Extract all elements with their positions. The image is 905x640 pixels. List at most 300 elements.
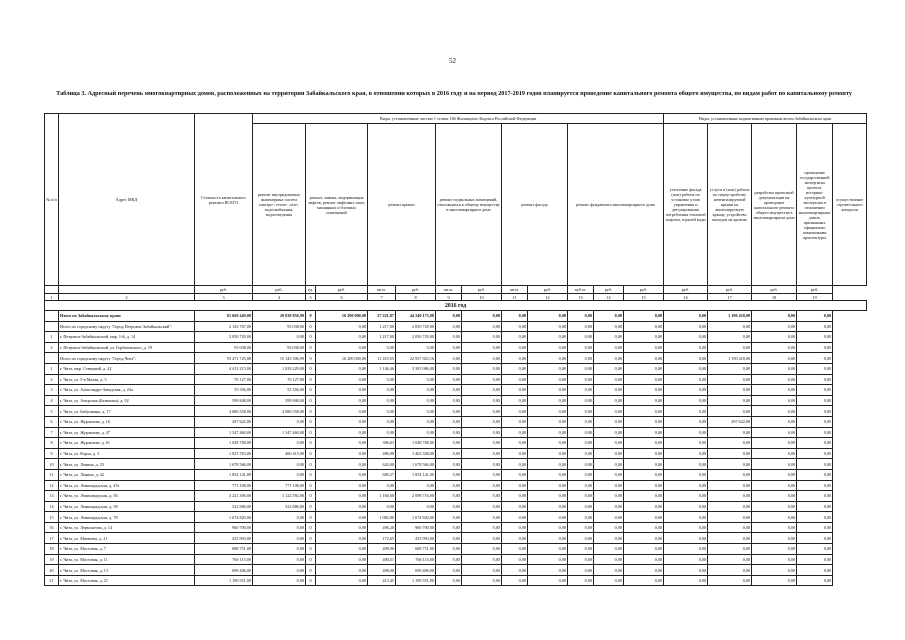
row-value: 0,00 xyxy=(502,459,528,470)
row-value: 0,00 xyxy=(624,374,664,385)
row-value: 0,00 xyxy=(752,491,797,502)
table-row xyxy=(45,363,867,374)
row-value: 0,00 xyxy=(664,522,708,533)
row-address: г. Чита, ул. Ленинградская, д. 56 xyxy=(59,491,195,502)
row-value: 0,00 xyxy=(316,363,368,374)
row-number: 12 xyxy=(45,480,59,491)
table-row xyxy=(45,512,867,523)
row-value: 0,00 xyxy=(594,363,624,374)
units-cell-empty xyxy=(45,286,59,294)
row-value: 1 190 418,00 xyxy=(708,353,752,364)
row-value: 3 383 986,00 xyxy=(396,363,436,374)
row-address: г. Чита, ул. Матвеева, д. 21 xyxy=(59,533,195,544)
row-value: 0,00 xyxy=(797,575,833,586)
unit-cell: руб. xyxy=(396,286,436,294)
row-number: 1 xyxy=(45,332,59,343)
row-value: 0,00 xyxy=(436,533,462,544)
row-value: 0,00 xyxy=(502,353,528,364)
row-value: 297 622,00 xyxy=(708,416,752,427)
row-value: 0,00 xyxy=(462,512,502,523)
row-value: 0,00 xyxy=(568,480,594,491)
row-value: 0,00 xyxy=(316,385,368,396)
header-heat: утепление фасада (или) работы по установке узлов управления и регулирования потребления тепловой энергии, горячей воды xyxy=(664,124,708,286)
row-value: 0,00 xyxy=(396,342,436,353)
row-value: 0,00 xyxy=(253,459,306,470)
row-value: 0,00 xyxy=(502,533,528,544)
row-value: 0,00 xyxy=(708,395,752,406)
row-value: 0,00 xyxy=(594,342,624,353)
row-value: 0,00 xyxy=(664,469,708,480)
row-value: 0,00 xyxy=(528,480,568,491)
row-value: 0,00 xyxy=(752,575,797,586)
row-value: 0,00 xyxy=(462,353,502,364)
row-value: 0,00 xyxy=(664,406,708,417)
row-value: 0,00 xyxy=(462,438,502,449)
header-design: разработка проектной документации на проведение капитального ремонта общего имущества в многоквартирном доме xyxy=(752,124,797,286)
row-number: 2 xyxy=(45,342,59,353)
row-value: 0,00 xyxy=(316,342,368,353)
row-value: 0,00 xyxy=(568,395,594,406)
row-address: г. Чита, ул. Амурская (Батюшки), д. 92 xyxy=(59,395,195,406)
row-value: 0,00 xyxy=(502,395,528,406)
row-value: 0,00 xyxy=(316,565,368,576)
row-value: 496,20 xyxy=(368,522,396,533)
row-value: 0,00 xyxy=(253,575,306,586)
row-value: 0,00 xyxy=(368,480,396,491)
row-value: 0 xyxy=(306,491,316,502)
row-address: г. Чита, ул. Карла, д. 3 xyxy=(59,448,195,459)
row-value: 0,00 xyxy=(316,469,368,480)
row-number: 16 xyxy=(45,522,59,533)
row-value: 53 356,00 xyxy=(253,385,306,396)
row-value: 0 xyxy=(306,533,316,544)
row-value: 0 xyxy=(306,374,316,385)
row-value: 0,00 xyxy=(664,565,708,576)
row-value: 0,00 xyxy=(462,332,502,343)
row-value: 0,00 xyxy=(797,469,833,480)
row-number: 20 xyxy=(45,565,59,576)
row-value: 771 108,00 xyxy=(195,480,253,491)
row-number: 3 xyxy=(45,385,59,396)
row-value: 599 848,00 xyxy=(253,395,306,406)
row-value: 4 086 558,00 xyxy=(253,406,306,417)
table-row xyxy=(45,406,867,417)
row-value: 0,00 xyxy=(568,438,594,449)
row-value: 44 240 175,08 xyxy=(396,311,436,322)
table-row xyxy=(45,448,867,459)
row-value: 1 146,46 xyxy=(368,363,396,374)
table-row xyxy=(45,544,867,555)
row-value: 0,00 xyxy=(624,554,664,565)
row-value: 0,00 xyxy=(462,554,502,565)
table-row xyxy=(45,522,867,533)
row-value: 699 406,00 xyxy=(396,565,436,576)
row-value: 0,00 xyxy=(624,427,664,438)
row-value: 0,00 xyxy=(594,332,624,343)
row-value: 0,00 xyxy=(797,353,833,364)
row-value: 22 937 923,16 xyxy=(396,353,436,364)
row-value: 0,00 xyxy=(436,438,462,449)
row-value: 0,00 xyxy=(316,448,368,459)
row-value: 0,00 xyxy=(462,469,502,480)
row-value: 0,00 xyxy=(528,469,568,480)
row-value: 766 115,00 xyxy=(195,554,253,565)
row-number: 8 xyxy=(45,438,59,449)
row-value: 0,00 xyxy=(528,533,568,544)
row-value: 0,00 xyxy=(664,512,708,523)
row-value: 0,00 xyxy=(436,512,462,523)
row-value: 1 854 141,00 xyxy=(195,469,253,480)
row-value: 0,00 xyxy=(594,469,624,480)
unit-cell: руб. xyxy=(624,286,664,294)
row-value: 1 463 348,00 xyxy=(396,448,436,459)
row-value: 0,00 xyxy=(436,363,462,374)
row-value: 0,00 xyxy=(462,544,502,555)
row-value: 0 xyxy=(306,501,316,512)
row-value: 0,00 xyxy=(396,395,436,406)
row-value: 0,00 xyxy=(624,353,664,364)
row-value: 0,00 xyxy=(568,512,594,523)
row-value: 0,00 xyxy=(568,416,594,427)
row-value: 522 686,00 xyxy=(253,501,306,512)
table-row xyxy=(45,565,867,576)
row-value: 0,00 xyxy=(752,459,797,470)
row-value: 0,00 xyxy=(708,459,752,470)
row-value: 0,00 xyxy=(708,427,752,438)
unit-cell: куб.м. xyxy=(568,286,594,294)
header-ventilation: услуги и (или) работы по переустройству невентилируемой крыши на вентилируемую крышу, устройство выходов на кровлю xyxy=(708,124,752,286)
row-value: 0,00 xyxy=(368,374,396,385)
header-facade: ремонт фасада xyxy=(502,124,568,286)
row-value: 0,00 xyxy=(624,565,664,576)
row-value: 0,00 xyxy=(708,374,752,385)
table-row xyxy=(45,575,867,586)
row-value: 0,00 xyxy=(594,459,624,470)
row-value: 1 048 768,00 xyxy=(396,438,436,449)
row-value: 0,00 xyxy=(528,353,568,364)
row-value: 0,00 xyxy=(368,501,396,512)
row-value: 0,00 xyxy=(752,311,797,322)
row-number: 18 xyxy=(45,544,59,555)
row-value: 1 347 460,00 xyxy=(253,427,306,438)
row-value: 0,00 xyxy=(594,565,624,576)
row-address: г. Чита, ул. 5-я Малая, д. 5 xyxy=(59,374,195,385)
row-value: 0,00 xyxy=(708,501,752,512)
row-value: 960 700,00 xyxy=(195,522,253,533)
row-value: 0 xyxy=(306,512,316,523)
row-value: 0,00 xyxy=(752,554,797,565)
row-value: 0,00 xyxy=(797,448,833,459)
year-label: 2016 год xyxy=(45,301,867,311)
row-value: 0,00 xyxy=(253,533,306,544)
index-cell: 17 xyxy=(708,294,752,301)
row-value: 0,00 xyxy=(368,406,396,417)
row-value: 0,00 xyxy=(528,554,568,565)
row-value: 0,00 xyxy=(462,575,502,586)
row-address: г. Петровск-Забайкальский, ул. Горбачевского, д. 19 xyxy=(59,342,195,353)
row-value: 0,00 xyxy=(797,363,833,374)
row-value: 0,00 xyxy=(253,512,306,523)
row-value: 486,98 xyxy=(368,448,396,459)
table-row xyxy=(45,332,867,343)
row-number: 9 xyxy=(45,448,59,459)
header-total: Стоимость капитального ремонта ВСЕГО xyxy=(195,114,253,286)
row-value: 0,00 xyxy=(368,395,396,406)
row-value: 0,00 xyxy=(462,448,502,459)
row-value: 400,51 xyxy=(368,554,396,565)
row-value: 0,00 xyxy=(664,332,708,343)
row-value: 0,00 xyxy=(396,427,436,438)
row-value: 771 108,00 xyxy=(253,480,306,491)
row-value: 0,00 xyxy=(502,480,528,491)
row-value: 0,00 xyxy=(436,427,462,438)
row-value: 0,00 xyxy=(664,353,708,364)
row-address: г. Чита, ул. Ленинградская, д. 47а xyxy=(59,480,195,491)
row-address: г. Чита, ул. Журавлева, д. 61 xyxy=(59,438,195,449)
row-value: 0,00 xyxy=(436,374,462,385)
row-value: 0,00 xyxy=(752,353,797,364)
row-value: 0,00 xyxy=(528,374,568,385)
row-value: 0 xyxy=(306,385,316,396)
row-value: 0,00 xyxy=(528,332,568,343)
row-value: 0,00 xyxy=(502,501,528,512)
row-value: 0 xyxy=(306,321,316,332)
row-address: г. Чита, ул. Лермонтова, д. 14 xyxy=(59,522,195,533)
row-number: 6 xyxy=(45,416,59,427)
row-value: 0,00 xyxy=(436,448,462,459)
row-value: 0 xyxy=(306,469,316,480)
row-value: 699 406,00 xyxy=(195,565,253,576)
row-address: г. Чита, ул. Ленина, д. 25 xyxy=(59,459,195,470)
row-number: 17 xyxy=(45,533,59,544)
row-value: 0,00 xyxy=(568,448,594,459)
row-address: г. Чита, ул. Мостовая, д. 7 xyxy=(59,544,195,555)
row-value: 435 993,00 xyxy=(195,533,253,544)
row-value: 0,00 xyxy=(708,480,752,491)
row-value: 1 347 460,00 xyxy=(195,427,253,438)
row-value: 0,00 xyxy=(624,342,664,353)
row-value: 0,00 xyxy=(502,522,528,533)
table-row xyxy=(45,342,867,353)
row-value: 0,00 xyxy=(752,332,797,343)
row-value: 0,00 xyxy=(436,480,462,491)
row-value: 0,00 xyxy=(752,374,797,385)
row-value: 0,00 xyxy=(664,480,708,491)
row-address: г. Чита, мкр. Северный, д. 42 xyxy=(59,363,195,374)
row-value: 0,00 xyxy=(436,353,462,364)
row-value: 0,00 xyxy=(708,522,752,533)
row-value: 0,00 xyxy=(664,311,708,322)
row-value: 0,00 xyxy=(624,575,664,586)
row-value: 688 751,00 xyxy=(396,544,436,555)
row-value: 0,00 xyxy=(253,554,306,565)
row-value: 0,00 xyxy=(436,459,462,470)
row-number: 5 xyxy=(45,406,59,417)
row-value: 1 217,00 xyxy=(368,321,396,332)
row-value: 0,00 xyxy=(568,575,594,586)
row-value: 0,00 xyxy=(594,491,624,502)
index-cell: 3 xyxy=(195,294,253,301)
row-value: 0,00 xyxy=(797,321,833,332)
row-value: 0,00 xyxy=(624,311,664,322)
row-value: 0,00 xyxy=(568,385,594,396)
row-value: 0,00 xyxy=(568,342,594,353)
unit-cell: кв.м. xyxy=(502,286,528,294)
row-value: 0,00 xyxy=(752,321,797,332)
row-value: 70 127,00 xyxy=(195,374,253,385)
row-value: 0,00 xyxy=(436,575,462,586)
row-number: 14 xyxy=(45,501,59,512)
row-value: 0,00 xyxy=(502,321,528,332)
row-address: г. Чита, ул. Мостовая, д. 13 xyxy=(59,565,195,576)
row-value: 0,00 xyxy=(568,363,594,374)
row-value: 0 xyxy=(306,438,316,449)
row-value: 0,00 xyxy=(594,544,624,555)
repair-table xyxy=(44,113,867,586)
row-value: 55 471 725,08 xyxy=(195,353,253,364)
row-value: 0,00 xyxy=(624,395,664,406)
row-value: 0,00 xyxy=(528,544,568,555)
row-value: 0,00 xyxy=(664,427,708,438)
row-value: 0,00 xyxy=(594,575,624,586)
row-value: 0 xyxy=(306,332,316,343)
row-value: 0,00 xyxy=(624,533,664,544)
header-group-regional: Виды, установленные нормативным правовым актом Забайкальского края xyxy=(664,114,867,124)
row-value: 0,00 xyxy=(316,533,368,544)
row-value: 1 678 566,00 xyxy=(396,459,436,470)
row-value: 0,00 xyxy=(752,469,797,480)
row-value: 624,00 xyxy=(368,459,396,470)
table-row xyxy=(45,374,867,385)
row-number xyxy=(45,353,59,364)
row-value: 0,00 xyxy=(752,416,797,427)
row-value: 0,00 xyxy=(752,342,797,353)
row-address: г. Чита, ул. Ленинградская, д. 78 xyxy=(59,512,195,523)
row-address: г. Петровск-Забайкальский, мкр. 1-й, д. 14 xyxy=(59,332,195,343)
row-address: г. Чита, ул. Мостовая, д. 11 xyxy=(59,554,195,565)
row-value: 0 xyxy=(306,427,316,438)
row-value: 0 xyxy=(306,522,316,533)
row-value: 0,00 xyxy=(708,406,752,417)
index-cell: 13 xyxy=(568,294,594,301)
row-value: 0,00 xyxy=(568,544,594,555)
row-value: 0,00 xyxy=(528,342,568,353)
row-value: 0,00 xyxy=(462,385,502,396)
row-value: 0,00 xyxy=(316,321,368,332)
row-value: 0,00 xyxy=(624,363,664,374)
row-value: 0,00 xyxy=(594,438,624,449)
row-value: 16 200 000,00 xyxy=(316,311,368,322)
row-value: 0,00 xyxy=(436,395,462,406)
row-value: 0,00 xyxy=(594,406,624,417)
row-value: 81 669 449,08 xyxy=(195,311,253,322)
row-number: 2 xyxy=(45,374,59,385)
row-value: 0,00 xyxy=(664,459,708,470)
page-number: 52 xyxy=(449,57,456,65)
row-value: 0,00 xyxy=(708,554,752,565)
row-value: 0 xyxy=(306,363,316,374)
row-value: 0,00 xyxy=(664,416,708,427)
row-value: 1 029 229,00 xyxy=(253,363,306,374)
row-value: 0,00 xyxy=(368,427,396,438)
row-value: 0,00 xyxy=(253,565,306,576)
row-value: 0,00 xyxy=(502,311,528,322)
row-value: 1 678 566,00 xyxy=(195,459,253,470)
row-value: 0,00 xyxy=(708,512,752,523)
row-value: 460 415,00 xyxy=(253,448,306,459)
row-value: 1 217,00 xyxy=(368,332,396,343)
row-value: 0,00 xyxy=(708,533,752,544)
row-value: 0,00 xyxy=(624,416,664,427)
row-value: 599 848,00 xyxy=(195,395,253,406)
row-value: 0,00 xyxy=(462,311,502,322)
row-value: 0,00 xyxy=(502,416,528,427)
table-row xyxy=(45,491,867,502)
row-value: 522 686,00 xyxy=(195,501,253,512)
row-value: 0,00 xyxy=(568,522,594,533)
row-value: 0,00 xyxy=(462,363,502,374)
row-value: 0,00 xyxy=(797,522,833,533)
row-value: 0,00 xyxy=(708,385,752,396)
row-value: 0,00 xyxy=(664,438,708,449)
row-value: 0,00 xyxy=(752,512,797,523)
row-value: 0,00 xyxy=(316,416,368,427)
row-value: 0,00 xyxy=(502,554,528,565)
row-value: 0,00 xyxy=(797,565,833,576)
row-value: 0,00 xyxy=(528,406,568,417)
row-value: 435 993,00 xyxy=(396,533,436,544)
row-value: 1 190 551,00 xyxy=(195,575,253,586)
row-number: 19 xyxy=(45,554,59,565)
row-value: 0,00 xyxy=(502,427,528,438)
row-value: 0 xyxy=(306,565,316,576)
row-value: 0,00 xyxy=(316,332,368,343)
row-number: 7 xyxy=(45,427,59,438)
index-cell: 14 xyxy=(594,294,624,301)
row-value: 0,00 xyxy=(708,363,752,374)
row-value: 0,00 xyxy=(664,554,708,565)
row-address: Итого по Забайкальскому краю: xyxy=(59,311,195,322)
row-value: 2 050 729,00 xyxy=(396,332,436,343)
row-address: г. Чита, ул. Бабушкина, д. 17 xyxy=(59,406,195,417)
row-value: 0,00 xyxy=(528,448,568,459)
row-value: 0,00 xyxy=(528,512,568,523)
row-value: 0,00 xyxy=(594,501,624,512)
row-value: 0,00 xyxy=(462,533,502,544)
row-value: 0,00 xyxy=(568,332,594,343)
row-value: 0,00 xyxy=(664,374,708,385)
row-number: 4 xyxy=(45,395,59,406)
header-group-federal: Виды, установленные частью 1 статьи 166 Жилищного Кодекса Российской Федерации xyxy=(253,114,664,124)
row-value: 0,00 xyxy=(436,544,462,555)
row-value: 0,00 xyxy=(528,321,568,332)
row-value: 0,00 xyxy=(664,491,708,502)
units-cell-empty xyxy=(59,286,195,294)
row-value: 0,00 xyxy=(528,522,568,533)
row-value: 0,00 xyxy=(462,491,502,502)
row-value: 0,00 xyxy=(316,554,368,565)
row-value: 0,00 xyxy=(462,374,502,385)
row-value: 413,45 xyxy=(368,575,396,586)
row-value: 0,00 xyxy=(502,332,528,343)
row-value: 2 050 729,00 xyxy=(396,321,436,332)
row-value: 0,00 xyxy=(502,565,528,576)
row-value: 0,00 xyxy=(594,554,624,565)
row-value: 0,00 xyxy=(797,544,833,555)
row-value: 0,00 xyxy=(253,469,306,480)
row-address: Итого по городскому округу "Город Чита": xyxy=(59,353,195,364)
row-value: 0,00 xyxy=(396,374,436,385)
